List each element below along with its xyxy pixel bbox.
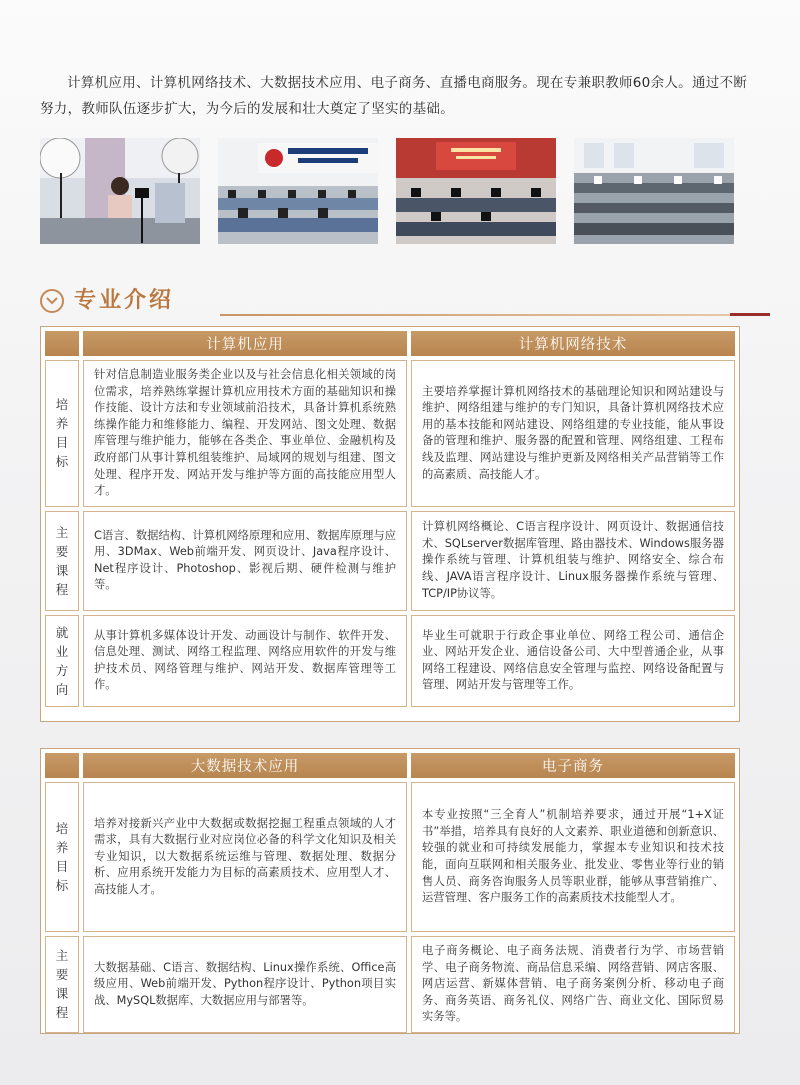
- table-cell: 从事计算机多媒体设计开发、动画设计与制作、软件开发、信息处理、测试、网络工程监理、网络应用软件的开发与维护技术员、网络管理与维护、网站开发、数据库管理等工作。: [83, 615, 407, 707]
- table-cell: 计算机网络概论、C语言程序设计、网页设计、数据通信技术、SQLserver数据库管理、路由器技术、Windows服务器操作系统与管理、计算机组装与维护、网络安全、综合布线、JAVA语言程序设计、Linux服务器操作系统与管理、TCP/IP协议等。: [411, 511, 735, 611]
- section-title: 专业介绍: [74, 287, 175, 313]
- intro-paragraph: 计算机应用、计算机网络技术、大数据技术应用、电子商务、直播电商服务。现在专兼职教师60余人。通过不断努力，教师队伍逐步扩大，为今后的发展和壮大奠定了坚实的基础。: [40, 75, 748, 117]
- table-cell: 大数据基础、C语言、数据结构、Linux操作系统、Office高级应用、Web前端开发、Python程序设计、Python项目实战、MySQL数据库、大数据应用与部署等。: [83, 936, 407, 1033]
- photo-computer-lab-1: [218, 138, 378, 244]
- table-header-corner: [45, 331, 79, 356]
- row-label-main-courses: 主要课程: [45, 936, 79, 1033]
- majors-table-1: [40, 326, 740, 722]
- photo-training-room: [574, 138, 734, 244]
- photo-computer-lab-2: [396, 138, 556, 244]
- table-cell: 针对信息制造业服务类企业以及与社会信息化相关领域的岗位需求，培养熟练掌握计算机应用技术方面的基础知识和操作技能、设计方法和专业领域前沿技术，具备计算机系统熟练操作能力和维修能力、编程、开发网站、图文处理、数据库管理与维护能力，能够在各类企、事业单位、金融机构及政府部门从事计算机组装维护、局域网的规划与组建、图文处理、程序开发、网站开发与维护等方面的高技能应用型人才。: [83, 360, 407, 507]
- row-label-training-goal: 培养目标: [45, 782, 79, 932]
- table-header-computer-application: 计算机应用: [83, 331, 407, 356]
- section-heading: [40, 284, 760, 320]
- row-label-main-courses: 主要课程: [45, 511, 79, 611]
- table-cell: 本专业按照“三全育人”机制培养要求，通过开展“1+X证书”举措，培养具有良好的人文素养、职业道德和创新意识、较强的就业和可持续发展能力，掌握本专业知识和技术技能，面向互联网和相关服务业、批发业、零售业等行业的销售人员、商务咨询服务人员等职业群，能够从事营销推广、运营管理、客户服务工作的高素质技术技能型人才。: [411, 782, 735, 932]
- chevron-down-icon: [40, 289, 64, 313]
- section-divider-accent: [730, 313, 770, 316]
- table-header-corner: [45, 753, 79, 778]
- section-divider: [220, 314, 730, 316]
- table-cell: 电子商务概论、电子商务法规、消费者行为学、市场营销学、电子商务物流、商品信息采编、网络营销、网店客服、网店运营、新媒体营销、电子商务案例分析、移动电子商务、商务英语、商务礼仪、网络广告、商业文化、国际贸易实务等。: [411, 936, 735, 1033]
- row-label-training-goal: 培养目标: [45, 360, 79, 507]
- photo-strip: [40, 138, 760, 244]
- table-cell: 毕业生可就职于行政企事业单位、网络工程公司、通信企业、网站开发企业、通信设备公司、大中型普通企业，从事网络工程建设、网络信息安全管理与监控、网络设备配置与管理、网站开发与管理等工作。: [411, 615, 735, 707]
- table-cell: C语言、数据结构、计算机网络原理和应用、数据库原理与应用、3DMax、Web前端开发、网页设计、Java程序设计、Net程序设计、Photoshop、影视后期、硬件检测与维护等。: [83, 511, 407, 611]
- photo-live-studio: [40, 138, 200, 244]
- table-cell: 培养对接新兴产业中大数据或数据挖掘工程重点领域的人才需求，具有大数据行业对应岗位必备的科学文化知识及相关专业知识，以大数据系统运维与管理、数据处理、数据分析、应用系统开发能力为目标的高素质技术、应用型人才、高技能人才。: [83, 782, 407, 932]
- table-cell: 主要培养掌握计算机网络技术的基础理论知识和网站建设与维护、网络组建与维护的专门知识，具备计算机网络技术应用的基本技能和网站建设、网络组建的专业技能，能从事设备的管理和维护、服务器的配置和管理、网络组建、工程布线及监理、网站建设与维护更新及网络相关产品营销等工作的高素质、高技能人才。: [411, 360, 735, 507]
- row-label-employment: 就业方向: [45, 615, 79, 707]
- table-header-computer-network: 计算机网络技术: [411, 331, 735, 356]
- table-header-big-data: 大数据技术应用: [83, 753, 407, 778]
- table-header-e-commerce: 电子商务: [411, 753, 735, 778]
- majors-table-2: [40, 748, 740, 1034]
